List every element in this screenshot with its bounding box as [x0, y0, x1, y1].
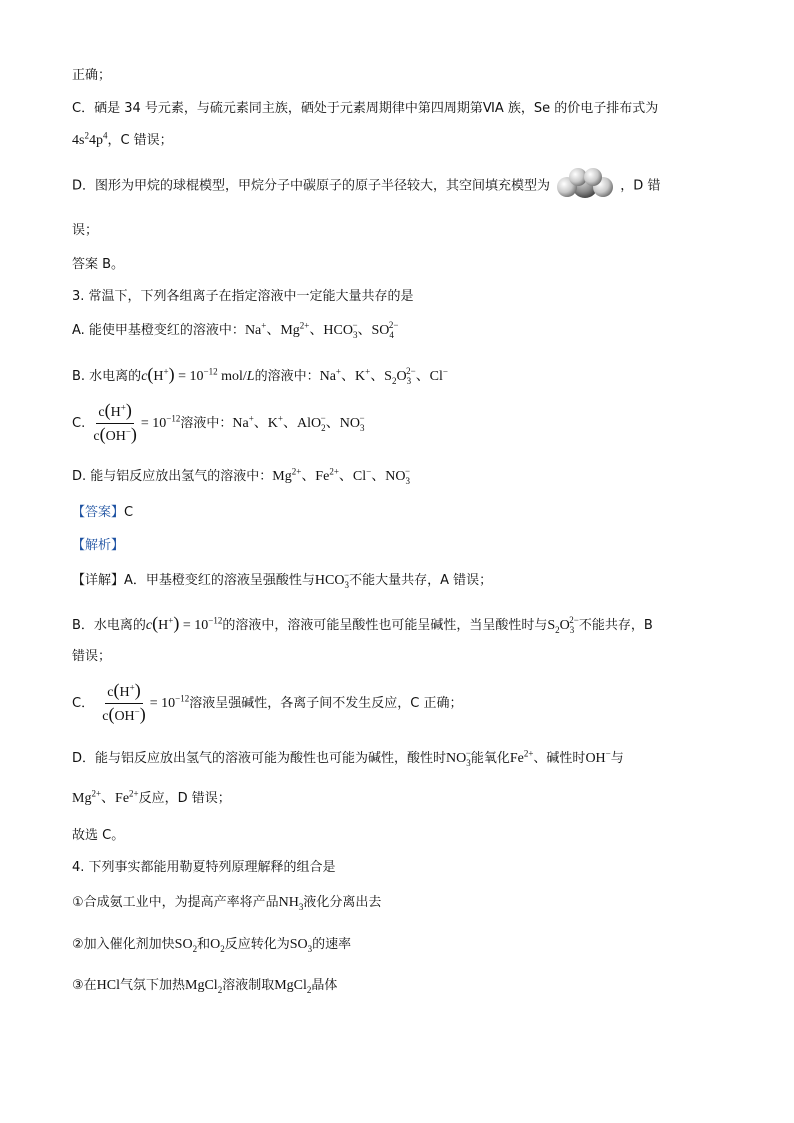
- answer-previous: 答案 B。: [72, 257, 125, 272]
- detail-option-d: D．能与铝反应放出氢气的溶液可能为酸性也可能为碱性，酸性时$NO_3^-$能氧化$Fe^{2+}$、碱性时OH−与: [72, 748, 624, 768]
- answer-line: 【答案】C: [72, 505, 134, 520]
- detail-option-d-line2: $Mg^{2+}$、$Fe^{2+}$反应，D 错误；: [72, 788, 231, 806]
- question-4-item-1: ①合成氨工业中，为提高产率将产品$NH_3$液化分离出去: [72, 895, 382, 912]
- h-oh-ratio-fraction: $\frac{c(H^+)}{c(OH^-)}$: [93, 400, 137, 444]
- question-4-stem: 4. 下列事实都能用勒夏特列原理解释的组合是: [72, 860, 336, 875]
- question-4-item-2: ②加入催化剂加快$SO_2$和$O_2$反应转化为$SO_3$的速率: [72, 937, 352, 954]
- option-d-explanation-line1: D．图形为甲烷的球棍模型，甲烷分子中碳原子的原子半径较大，其空间填充模型为 ，D 错: [72, 176, 660, 197]
- detail-option-b: B．水电离的$c(H^+) = 10^{-12}$的溶液中，溶液可能呈酸性也可能呈碱性，当呈酸性时与$S_2O_3^{2-}$不能共存，B: [72, 613, 653, 635]
- option-d-explanation-line2: 误；: [72, 223, 99, 238]
- option-c-explanation-line2: $4s^24p^4$，C 错误；: [72, 130, 173, 148]
- analysis-heading: 【解析】: [72, 538, 125, 553]
- question-3-option-a: A. 能使甲基橙变红的溶液中：Na+、$Mg^{2+}$、$HCO_3^-$、$SO_4^{2-}$: [72, 320, 399, 340]
- methane-space-filling-model-icon: [554, 176, 616, 196]
- question-3-stem: 3. 常温下，下列各组离子在指定溶液中一定能大量共存的是: [72, 289, 414, 304]
- se-electron-config: $4s^24p^4$: [72, 130, 108, 148]
- question-4-item-3: ③在HCl气氛下加热MgCl$_2$溶液制取MgCl$_2$晶体: [72, 978, 338, 995]
- question-3-option-c: C. $\frac{c(H^+)}{c(OH^-)}$ = $10^{-12}$溶液中：Na+、K+、AlO$_2$−、$NO_3^-$: [72, 400, 365, 447]
- detail-option-a: 【详解】A．甲基橙变红的溶液呈强酸性与$HCO_3^-$不能大量共存，A 错误；: [72, 570, 493, 590]
- paragraph-correct: 正确；: [72, 68, 112, 83]
- option-c-explanation-line1: C．硒是 34 号元素，与硫元素同主族，硒处于元素周期律中第四周期第ⅥA 族，Se 的价电子排布式为: [72, 101, 659, 116]
- final-choice: 故选 C。: [72, 828, 125, 843]
- question-3-option-b: B. 水电离的$c(H^+) = 10^{-12}$ mol/L的溶液中：Na+、K+、$S_2O_3^{2-}$、Cl−: [72, 364, 448, 386]
- question-3-option-d: D. 能与铝反应放出氢气的溶液中：$Mg^{2+}$、$Fe^{2+}$、Cl−、$NO_3^-$: [72, 466, 411, 486]
- detail-option-b-line2: 错误；: [72, 649, 112, 664]
- h-oh-ratio-fraction-detail: $\frac{c(H^+)}{c(OH^-)}$: [102, 680, 146, 724]
- detail-option-c: C． $\frac{c(H^+)}{c(OH^-)}$ = $10^{-12}$溶液呈强碱性，各离子间不发生反应，C 正确；: [72, 680, 462, 727]
